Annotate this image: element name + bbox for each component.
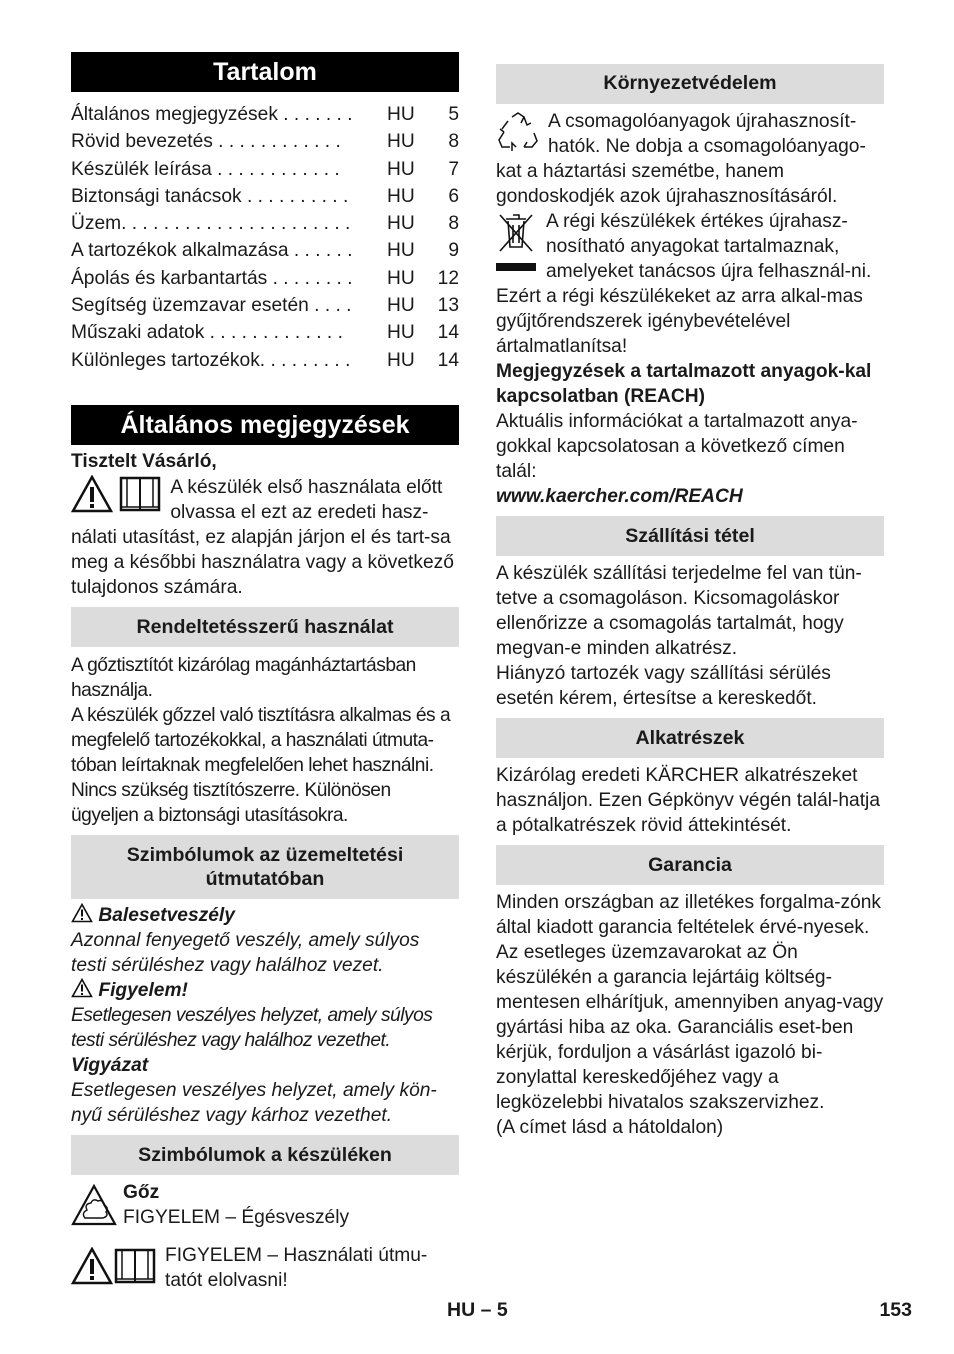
left-column [71, 52, 459, 1293]
toc-entry-page: 12 [437, 267, 459, 289]
toc-entry-page: 13 [437, 295, 459, 317]
warranty-heading: Garancia [496, 845, 884, 885]
reach-title: Megjegyzések a tartalmazott anyagok-kal kapcsolatban (REACH) [496, 361, 872, 407]
intended-use-p2: A készülék gőzzel való tisztításra alkalmas és a megfelelő tartozékokkal, a használati útmuta-tóban leírtaknak megfelelően lehet használni. [71, 704, 451, 776]
toc-entry-page: 7 [448, 158, 459, 180]
intro-text: A készülék első használata előtt olvassa el ezt az eredeti hasz- [170, 476, 443, 523]
toc-entry-lang: HU [387, 349, 415, 371]
reach-text: Aktuális információkat a tartalmazott anya-gokkal kapcsolatosan a következő címen talál: [496, 411, 858, 482]
toc-entry-page: 14 [437, 349, 459, 371]
parts-p1: Kizárólag eredeti KÄRCHER alkatrészeket használjon. Ezen Gépkönyv végén talál-hatja a pótalkatrészek rövid áttekintését. [496, 765, 880, 836]
footer-section: HU – 5 [447, 1299, 508, 1321]
toc-entry-title: Általános megjegyzések . . . . . . . [71, 104, 353, 125]
device-symbols-heading: Szimbólumok a készüléken [71, 1135, 459, 1175]
toc-entry-title: Rövid bevezetés . . . . . . . . . . . . [71, 131, 341, 153]
toc-entry-title: Készülék leírása . . . . . . . . . . . . [71, 158, 340, 180]
toc-entry[interactable] [71, 347, 459, 374]
danger-title: Balesetveszély [98, 904, 235, 926]
toc-entry[interactable] [71, 292, 459, 319]
toc-heading: Tartalom [71, 52, 459, 92]
toc-entry-title: A tartozékok alkalmazása . . . . . . [71, 240, 353, 262]
right-column [496, 64, 884, 1140]
read-manual-text: FIGYELEM – Használati útmu-tatót elolvasni! [165, 1244, 428, 1291]
intended-use-p1: A gőztisztítót kizárólag magánháztartásban használja. [71, 654, 416, 701]
reach-url[interactable]: www.kaercher.com/REACH [496, 486, 743, 507]
delivery-p1: A készülék szállítási terjedelme fel van tün-tetve a csomagoláson. Kicsomagoláskor ellenőrizze a csomagolás tartalmát, hogy megvan-e minden alkatrész. [496, 563, 862, 659]
intro-icons [71, 475, 162, 513]
warning-triangle-icon [71, 903, 93, 923]
parts-heading: Alkatrészek [496, 718, 884, 758]
delivery-heading: Szállítási tétel [496, 516, 884, 556]
toc-entry-title: Segítség üzemzavar esetén . . . . [71, 295, 352, 317]
intro-block [71, 475, 459, 600]
recycle-text: A csomagolóanyagok újrahasznosít-hatók. Ne dobja a csomagolóanyago-kat a háztartási szemétbe, hanem gondoskodjék azok újrahasznosításáról. [496, 111, 866, 207]
danger-text: Azonnal fenyegető veszély, amely súlyos testi sérüléshez vagy halálhoz vezet. [71, 929, 420, 976]
intended-use-p3: Nincs szükség tisztítószerre. Különösen ügyeljen a biztonsági utasításokra. [71, 779, 391, 826]
toc-entry[interactable] [71, 319, 459, 346]
warranty-body [496, 890, 884, 1140]
toc-list [71, 101, 459, 374]
steam-text: FIGYELEM – Égésveszély [123, 1206, 350, 1228]
weee-text: A régi készülékek értékes újrahasz-nosítható anyagokat tartalmaznak, amelyeket tanácsos újra felhasznál-ni. Ezért a régi készülékeket az arra alkal-mas gyűjtőrendszerek igénybevételével ártalmatlanítsa! [496, 211, 872, 357]
recycle-block [496, 109, 884, 209]
toc-entry-lang: HU [387, 240, 415, 262]
toc-entry-lang: HU [387, 322, 415, 344]
toc-entry-title: Üzem. . . . . . . . . . . . . . . . . . . . . . [71, 213, 351, 235]
steam-title: Gőz [123, 1181, 160, 1203]
toc-entry-title: Ápolás és karbantartás . . . . . . . . [71, 267, 353, 289]
caution-text: Esetlegesen veszélyes helyzet, amely kön-nyű sérüléshez vagy kárhoz vezethet. [71, 1079, 437, 1126]
toc-entry-lang: HU [387, 104, 415, 125]
toc-entry-lang: HU [387, 185, 415, 207]
intro-text-rest: nálati utasítást, ez alapján járjon el és tart-sa meg a későbbi használatra vagy a következő tulajdonos számára. [71, 526, 454, 598]
steam-warning-icon [71, 1184, 117, 1226]
toc-entry-lang: HU [387, 295, 415, 317]
warranty-p1: Minden országban az illetékes forgalma-zónk által kiadott garancia feltételek érvé-nyesek. Az esetleges üzemzavarokat az Ön készülékén a garancia lejártáig költség-mentesen elhárítjuk, amennyiben anyag-vagy gyártási hiba az oka. Garanciális eset-ben kérjük, forduljon a vásárlást igazoló bi-zonylattal kereskedőjéhez vagy a legközelebbi hivatalos szakszervizhez. [496, 892, 884, 1113]
toc-entry-page: 5 [448, 104, 459, 125]
warning-triangle-icon [71, 978, 93, 998]
toc-entry-page: 9 [448, 240, 459, 262]
environment-heading: Környezetvédelem [496, 64, 884, 104]
read-manual-symbol-row [71, 1243, 459, 1293]
manual-symbols-body [71, 903, 459, 1128]
bin-bar [496, 263, 536, 271]
intended-use-heading: Rendeltetésszerű használat [71, 607, 459, 647]
warning-title: Figyelem! [98, 979, 188, 1001]
steam-symbol-row [71, 1180, 459, 1230]
caution-title: Vigyázat [71, 1054, 149, 1076]
warranty-p2: (A címet lásd a hátoldalon) [496, 1117, 724, 1138]
toc-entry-page: 8 [448, 131, 459, 153]
warning-triangle-icon [71, 1247, 113, 1285]
delivery-p2: Hiányzó tartozék vagy szállítási sérülés esetén kérem, értesítse a kereskedőt. [496, 663, 831, 709]
toc-entry-lang: HU [387, 158, 415, 180]
toc-entry-lang: HU [387, 131, 415, 153]
warning-text: Esetlegesen veszélyes helyzet, amely súlyos testi sérüléshez vagy halálhoz vezethet. [71, 1004, 433, 1051]
warning-triangle-icon [71, 475, 113, 513]
crossed-bin-icon [496, 211, 536, 253]
manual-book-icon [113, 1247, 157, 1285]
toc-entry[interactable] [71, 183, 459, 210]
toc-entry[interactable] [71, 156, 459, 183]
toc-entry-title: Műszaki adatok . . . . . . . . . . . . . [71, 322, 343, 344]
toc-entry-page: 8 [448, 213, 459, 235]
intended-use-body [71, 653, 459, 828]
salutation: Tisztelt Vásárló, [71, 450, 217, 472]
toc-entry-lang: HU [387, 213, 415, 235]
delivery-body [496, 561, 884, 711]
weee-block [496, 209, 884, 359]
manual-book-icon [118, 475, 162, 513]
toc-entry[interactable] [71, 128, 459, 155]
toc-entry-lang: HU [387, 267, 415, 289]
general-heading: Általános megjegyzések [71, 405, 459, 445]
toc-entry[interactable] [71, 210, 459, 237]
manual-symbols-heading: Szimbólumok az üzemeltetési útmutatóban [71, 835, 459, 899]
toc-entry-page: 14 [437, 322, 459, 344]
toc-entry-page: 6 [448, 185, 459, 207]
toc-entry[interactable] [71, 237, 459, 264]
toc-entry[interactable] [71, 265, 459, 292]
toc-entry-title: Biztonsági tanácsok . . . . . . . . . . [71, 185, 349, 207]
recycle-icon [496, 111, 540, 151]
toc-entry-title: Különleges tartozékok. . . . . . . . . [71, 349, 351, 371]
footer-page-number: 153 [879, 1299, 912, 1321]
toc-entry[interactable] [71, 101, 459, 128]
